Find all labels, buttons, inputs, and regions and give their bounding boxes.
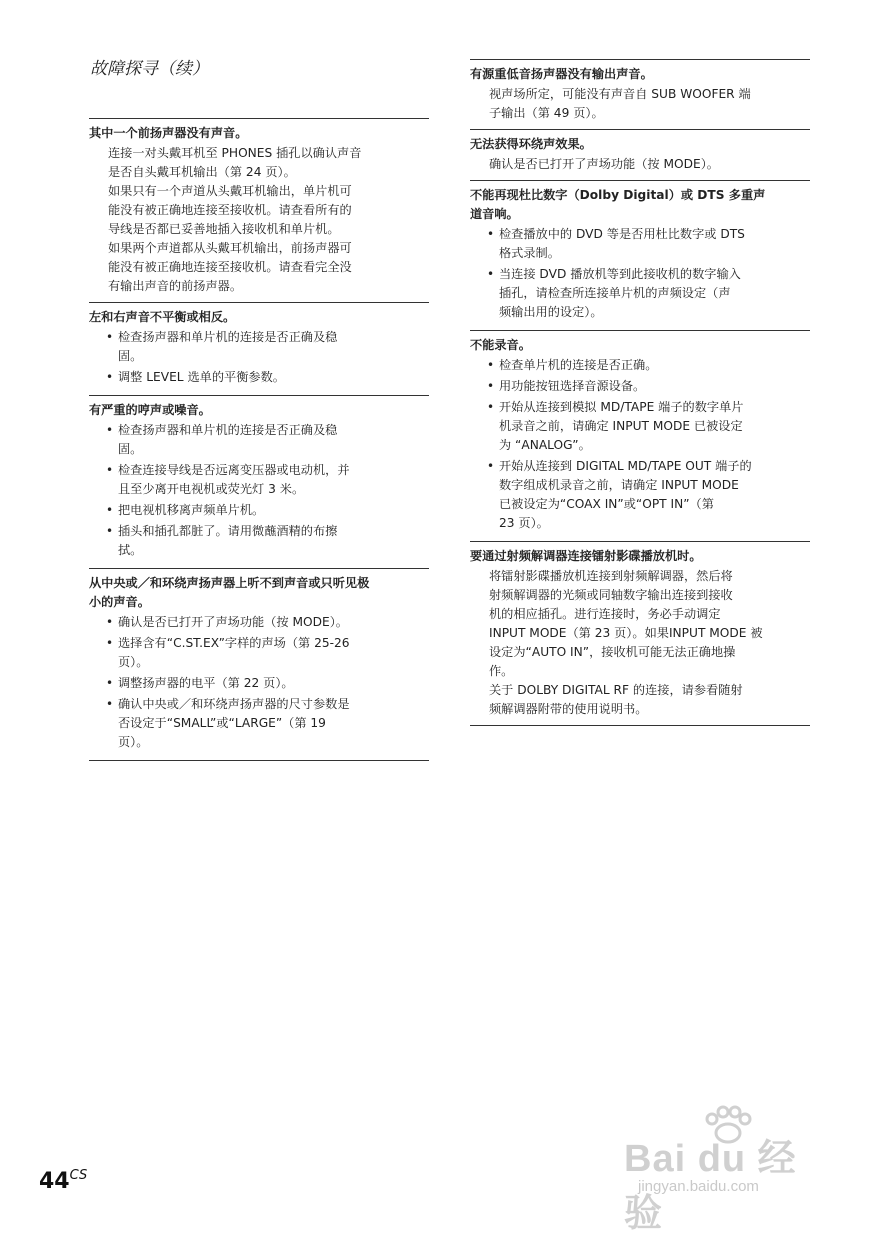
- bullet-item: • 当连接 DVD 播放机等到此接收机的数字输入 插孔，请检查所连接单片机的声频设定（声 频输出用的设定）。: [487, 265, 810, 322]
- section-title: 要通过射频解调器连接镭射影碟播放机时。: [470, 549, 702, 563]
- bullet-item: • 开始从连接到 DIGITAL MD/TAPE OUT 端子的 数字组成机录音之前，请确定 INPUT MODE 已被设定为“COAX IN”或“OPT IN”（第 23 页）。: [487, 457, 810, 533]
- troubleshoot-section: [470, 59, 810, 129]
- page-number-suffix: CS: [69, 1168, 88, 1183]
- section-title: 不能录音。: [470, 338, 531, 352]
- bullet-item: • 开始从连接到模拟 MD/TAPE 端子的数字单片 机录音之前，请确定 INPUT MODE 已被设定 为 “ANALOG”。: [487, 398, 810, 455]
- section-paragraph: 视声场所定，可能没有声音自 SUB WOOFER 端 子输出（第 49 页）。: [489, 87, 751, 120]
- section-paragraph: 将镭射影碟播放机连接到射频解调器，然后将 射频解调器的光频或同轴数字输出连接到接收 机的相应插孔。进行连接时，务必手动调定 INPUT MODE（第 23 页）。如果INPUT MODE 被 设定为“AUTO IN”，接收机可能无法正确地操 作。: [489, 569, 763, 678]
- section-title: 从中央或／和环绕声扬声器上听不到声音或只听见极 小的声音。: [89, 576, 370, 609]
- section-paragraph: 如果只有一个声道从头戴耳机输出，单片机可 能没有被正确地连接至接收机。请查看所有的 导线是否都已妥善地插入接收机和单片机。: [108, 184, 352, 236]
- bullet-list: [89, 613, 429, 752]
- troubleshoot-section: [89, 568, 429, 761]
- bullet-item: • 用功能按钮选择音源设备。: [487, 377, 810, 396]
- section-paragraph: 确认是否已打开了声场功能（按 MODE）。: [489, 157, 719, 171]
- bullet-item: • 确认中央或／和环绕声扬声器的尺寸参数是 否设定于“SMALL”或“LARGE”（第 19 页）。: [106, 695, 429, 752]
- section-title: 有严重的哼声或噪音。: [89, 403, 211, 417]
- troubleshoot-section: [89, 302, 429, 395]
- troubleshoot-section: [470, 180, 810, 330]
- section-title: 无法获得环绕声效果。: [470, 137, 592, 151]
- page-number: [39, 1168, 87, 1194]
- troubleshoot-section: [89, 118, 429, 302]
- bullet-item: • 调整扬声器的电平（第 22 页）。: [106, 674, 429, 693]
- bullet-list: [470, 356, 810, 533]
- page-number-value: 44: [39, 1169, 70, 1194]
- section-title: 左和右声音不平衡或相反。: [89, 310, 236, 324]
- left-column: [89, 118, 429, 761]
- bullet-item: • 检查连接导线是否远离变压器或电动机，并 且至少离开电视机或荧光灯 3 米。: [106, 461, 429, 499]
- troubleshoot-section: [470, 541, 810, 726]
- section-title: 不能再现杜比数字（Dolby Digital）或 DTS 多重声 道音响。: [470, 188, 766, 221]
- bullet-list: [470, 225, 810, 322]
- watermark-text: Bai du 经验: [624, 1138, 797, 1235]
- bullet-item: • 插头和插孔都脏了。请用微蘸酒精的布擦 拭。: [106, 522, 429, 560]
- watermark-url: jingyan.baidu.com: [638, 1178, 759, 1195]
- bullet-list: [89, 328, 429, 387]
- troubleshoot-section: [470, 129, 810, 180]
- section-paragraph: 如果两个声道都从头戴耳机输出，前扬声器可 能没有被正确地连接至接收机。请查看完全没 有输出声音的前扬声器。: [108, 241, 352, 293]
- bullet-item: • 检查扬声器和单片机的连接是否正确及稳 固。: [106, 421, 429, 459]
- baidu-watermark: [620, 1105, 830, 1235]
- section-title: 有源重低音扬声器没有输出声音。: [470, 67, 653, 81]
- bullet-item: • 检查扬声器和单片机的连接是否正确及稳 固。: [106, 328, 429, 366]
- bullet-item: • 选择含有“C.ST.EX”字样的声场（第 25-26 页）。: [106, 634, 429, 672]
- bullet-item: • 把电视机移离声频单片机。: [106, 501, 429, 520]
- section-title: 其中一个前扬声器没有声音。: [89, 126, 248, 140]
- bullet-item: • 调整 LEVEL 选单的平衡参数。: [106, 368, 429, 387]
- bullet-item: • 检查单片机的连接是否正确。: [487, 356, 810, 375]
- right-column: [470, 59, 810, 726]
- bullet-item: • 检查播放中的 DVD 等是否用杜比数字或 DTS 格式录制。: [487, 225, 810, 263]
- bullet-list: [89, 421, 429, 560]
- page-heading: 故障探寻（续）: [90, 59, 209, 79]
- section-paragraph: 关于 DOLBY DIGITAL RF 的连接，请参看随射 频解调器附带的使用说明书。: [489, 683, 743, 716]
- troubleshoot-section: [470, 330, 810, 541]
- troubleshoot-section: [89, 395, 429, 568]
- bullet-item: • 确认是否已打开了声场功能（按 MODE）。: [106, 613, 429, 632]
- section-paragraph: 连接一对头戴耳机至 PHONES 插孔以确认声音 是否自头戴耳机输出（第 24 页）。: [108, 146, 362, 179]
